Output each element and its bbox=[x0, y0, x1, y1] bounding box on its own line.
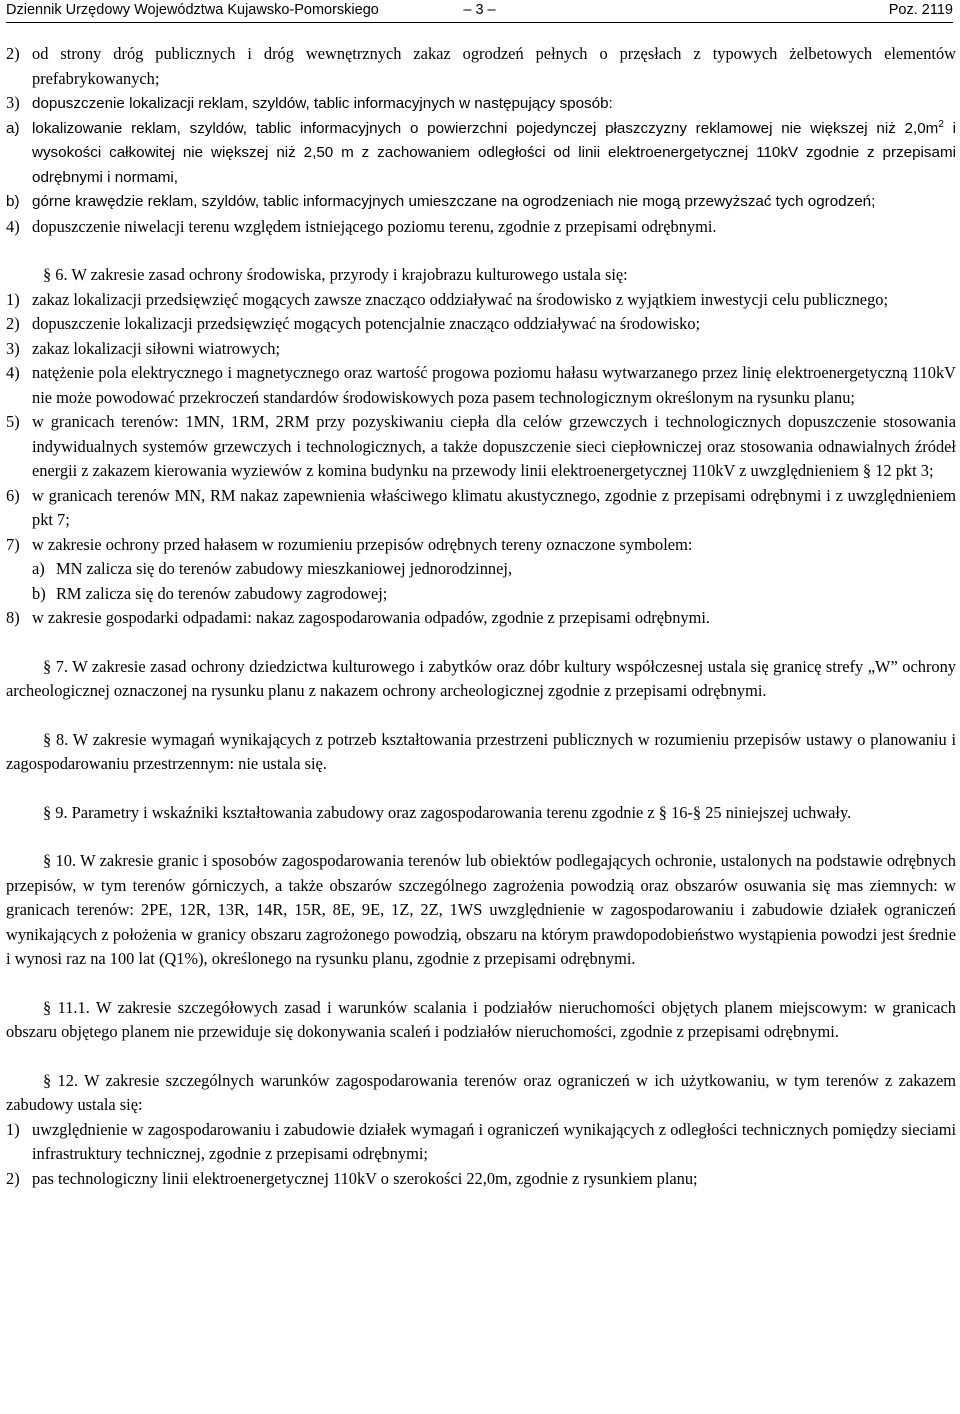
section-heading: § 6. W zakresie zasad ochrony środowiska, przyrody i krajobrazu kulturowego ustala się: bbox=[43, 265, 628, 284]
list-item bbox=[6, 410, 956, 484]
item-text: dopuszczenie lokalizacji reklam, szyldów, tablic informacyjnych w następujący sposób: bbox=[32, 95, 613, 112]
list-item bbox=[6, 484, 956, 533]
item-text: RM zalicza się do terenów zabudowy zagrodowej; bbox=[56, 583, 388, 603]
item-text: od strony dróg publicznych i dróg wewnętrznych zakaz ogrodzeń pełnych o przęsłach z typowych żelbetowych elementów prefabrykowanych; bbox=[32, 44, 956, 88]
list-item bbox=[6, 312, 956, 337]
item-marker: 2) bbox=[6, 314, 20, 333]
section-7: § 7. W zakresie zasad ochrony dziedzictwa kulturowego i zabytków oraz dóbr kultury współczesnej ustala się granicę strefy „W” ochrony archeologicznej oznaczonej na rysunku planu z nakazem ochrony archeologicznej zgodnie z przepisami odrębnymi. bbox=[6, 656, 956, 700]
sub-list bbox=[32, 557, 956, 606]
item-marker: 1) bbox=[6, 1119, 20, 1139]
list-item bbox=[6, 42, 956, 91]
section-9: § 9. Parametry i wskaźniki kształtowania zabudowy oraz zagospodarowania terenu zgodnie z § 16-§ 25 niniejszej uchwały. bbox=[43, 802, 852, 822]
item-marker: 2) bbox=[6, 44, 20, 63]
item-text: w granicach terenów MN, RM nakaz zapewnienia właściwego klimatu akustycznego, zgodnie z przepisami odrębnymi i z uwzględnieniem pkt 7; bbox=[32, 485, 956, 529]
position-number: Poz. 2119 bbox=[888, 2, 953, 18]
item-text: natężenie pola elektrycznego i magnetycznego oraz wartość progowa poziomu hałasu wytwarzanego przez linię elektroenergetyczną 110kV nie może powodować przekroczeń standardów środowiskowych poza pasem technologicznym określonym na rysunku planu; bbox=[32, 363, 956, 407]
document-body bbox=[6, 42, 956, 1191]
item-marker: a) bbox=[6, 119, 20, 137]
list-item bbox=[6, 215, 956, 240]
sub-list-item bbox=[32, 557, 956, 582]
list-item bbox=[6, 288, 956, 313]
list-item bbox=[6, 361, 956, 410]
section-11: § 11.1. W zakresie szczegółowych zasad i warunków scalania i podziałów nieruchomości objętych planem miejscowym: w granicach obszaru objętego planem nie przewiduje się dokonywania scaleń i podziałów nieruchomości, zgodnie z przepisami odrębnymi. bbox=[6, 997, 956, 1041]
list-item bbox=[6, 117, 956, 191]
list-item bbox=[6, 1167, 956, 1192]
item-text: w zakresie ochrony przed hałasem w rozumieniu przepisów odrębnych tereny oznaczone symbolem: bbox=[32, 534, 693, 554]
item-marker: 7) bbox=[6, 534, 20, 554]
list-item bbox=[6, 91, 956, 117]
page-number: – 3 – bbox=[463, 2, 496, 18]
item-marker: 3) bbox=[6, 338, 20, 358]
item-marker: 8) bbox=[6, 608, 20, 627]
list-item bbox=[6, 337, 956, 362]
superscript: 2 bbox=[938, 118, 944, 130]
item-text: dopuszczenie lokalizacji przedsięwzięć mogących potencjalnie znacząco oddziaływać na środowisko; bbox=[32, 314, 701, 333]
list-item bbox=[6, 1118, 956, 1167]
item-text: w zakresie gospodarki odpadami: nakaz zagospodarowania odpadów, zgodnie z przepisami odrębnymi. bbox=[32, 608, 711, 627]
item-text: pas technologiczny linii elektroenergetycznej 110kV o szerokości 22,0m, zgodnie z rysunkiem planu; bbox=[32, 1168, 698, 1188]
section-8: § 8. W zakresie wymagań wynikających z potrzeb kształtowania przestrzeni publicznych w rozumieniu przepisów ustawy o planowaniu i zagospodarowaniu przestrzennym: nie ustala się. bbox=[6, 729, 956, 773]
page-header bbox=[6, 0, 953, 23]
item-text bbox=[32, 120, 956, 186]
item-marker: 3) bbox=[6, 93, 20, 112]
item-marker: b) bbox=[32, 583, 46, 603]
item-text: górne krawędzie reklam, szyldów, tablic informacyjnych umieszczane na ogrodzeniach nie mogą przewyższać tych ogrodzeń; bbox=[32, 193, 876, 210]
section-heading: § 12. W zakresie szczególnych warunków zagospodarowania terenów oraz ograniczeń w ich użytkowaniu, w tym terenów z zakazem zabudowy ustala się: bbox=[6, 1070, 956, 1114]
list-item bbox=[6, 606, 956, 631]
item-text: zakaz lokalizacji przedsięwzięć mogących zawsze znacząco oddziaływać na środowisko z wyjątkiem inwestycji celu publicznego; bbox=[32, 289, 889, 309]
item-text: uwzględnienie w zagospodarowaniu i zabudowie działek wymagań i ograniczeń wynikających z odległości technicznych pomiędzy sieciami infrastruktury technicznej, zgodnie z przepisami odrębnymi; bbox=[32, 1119, 956, 1163]
item-text: w granicach terenów: 1MN, 1RM, 2RM przy pozyskiwaniu ciepła dla celów grzewczych i technologicznych dopuszczenie stosowania indywidualnych systemów grzewczych i technologicznych, a także dopuszczenie sieci ciepłowniczej oraz stosowania odnawialnych źródeł energii z zakazem kierowania wyziewów z komina budynku na przewody linii elektroenergetycznej 110kV z uwzględnieniem § 12 pkt 3; bbox=[32, 412, 956, 480]
item-marker: 1) bbox=[6, 289, 20, 309]
item-marker: 4) bbox=[6, 363, 20, 382]
item-marker: a) bbox=[32, 559, 45, 578]
item-text: zakaz lokalizacji siłowni wiatrowych; bbox=[32, 338, 281, 358]
item-marker: b) bbox=[6, 193, 20, 210]
list-item bbox=[6, 533, 956, 558]
item-marker: 4) bbox=[6, 216, 20, 236]
item-text: MN zalicza się do terenów zabudowy mieszkaniowej jednorodzinnej, bbox=[56, 559, 513, 578]
list-item bbox=[6, 190, 956, 215]
item-marker: 6) bbox=[6, 485, 20, 505]
journal-title: Dziennik Urzędowy Województwa Kujawsko-Pomorskiego bbox=[6, 2, 379, 18]
item-text-part: lokalizowanie reklam, szyldów, tablic informacyjnych o powierzchni pojedynczej płaszczyzny reklamowej nie większej niż 2,0m bbox=[32, 119, 939, 137]
item-text-part: i wysokości całkowitej nie większej niż 2,50 m z zachowaniem odległości od linii elektroenergetycznej 110kV zgodnie z przepisami odrębnymi i normami, bbox=[32, 119, 956, 186]
section-10: § 10. W zakresie granic i sposobów zagospodarowania terenów lub obiektów podlegających ochronie, ustalonych na podstawie odrębnych przepisów, w tym terenów górniczych, a także obszarów szczególnego zagrożenia powodzią oraz obszarów osuwania się mas ziemnych: w granicach terenów: 2PE, 12R, 13R, 14R, 15R, 8E, 9E, 1Z, 2Z, 1WS uwzględnienie w zagospodarowaniu i zabudowie działek ograniczeń wynikających z położenia w granicy obszaru zagrożonego powodzią, obszaru na którym prawdopodobieństwo wystąpienia powodzi jest średnie i wynosi raz na 100 lat (Q1%), określonego na rysunku planu, zgodnie z przepisami odrębnymi. bbox=[6, 851, 956, 968]
item-marker: 5) bbox=[6, 412, 20, 431]
item-text: dopuszczenie niwelacji terenu względem istniejącego poziomu terenu, zgodnie z przepisami odrębnymi. bbox=[32, 216, 717, 236]
item-marker: 2) bbox=[6, 1168, 20, 1188]
sub-list-item bbox=[32, 582, 956, 607]
